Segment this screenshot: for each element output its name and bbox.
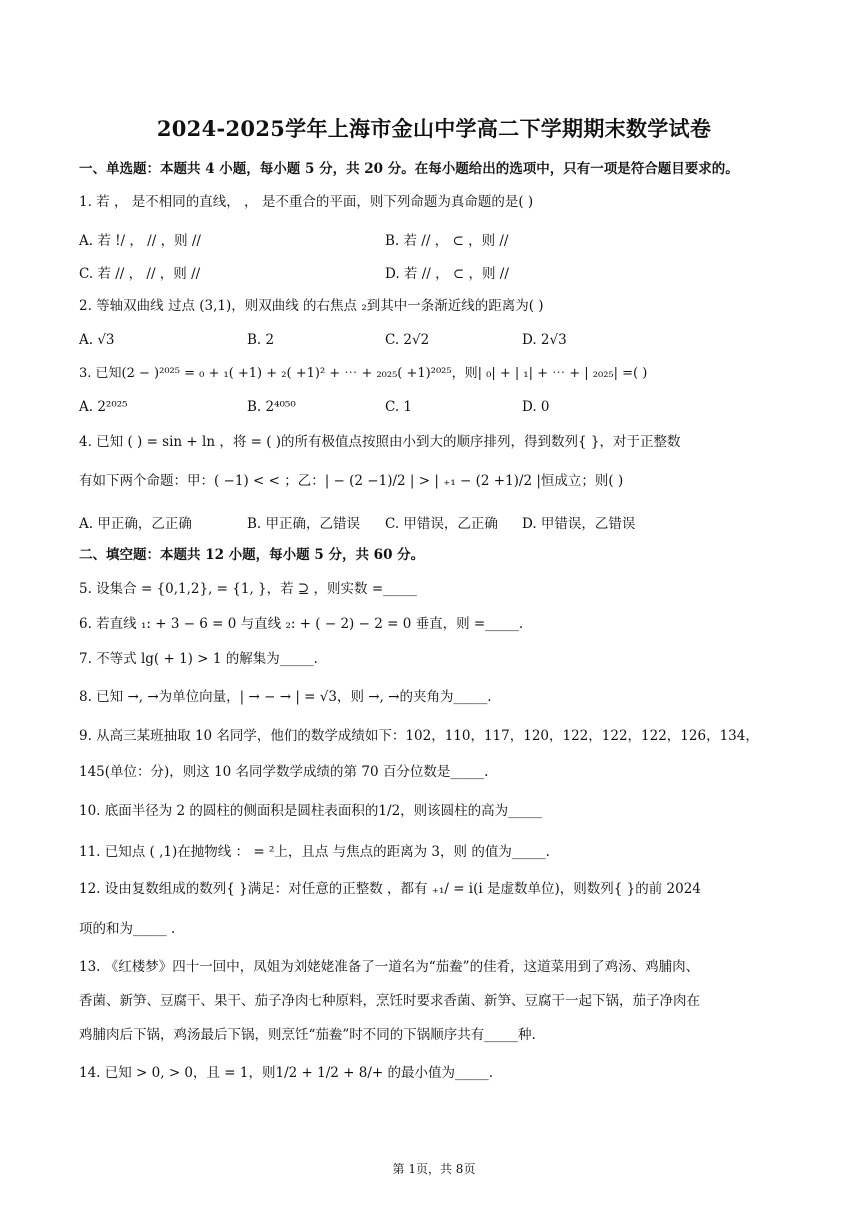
- question-14: 14. 已知 > 0, > 0，且 = 1，则1/2 + 1/2 + 8/+ 的最小值为_____.: [79, 1065, 494, 1081]
- question-13-line-2: 香菌、新笋、豆腐干、果干、茄子净肉七种原料，烹饪时要求香菌、新笋、豆腐干一起下锅，茄子净肉在: [79, 993, 700, 1009]
- question-4-option-a: A. 甲正确，乙正确: [79, 516, 192, 532]
- question-13-line-3: 鸡脯肉后下锅，鸡汤最后下锅，则烹饪“茄鲞”时不同的下锅顺序共有_____种.: [79, 1027, 536, 1043]
- question-4-option-d: D. 甲错误，乙错误: [522, 516, 636, 532]
- question-9-line-1: 9. 从高三某班抽取 10 名同学，他们的数学成绩如下：102，110，117，120，122，122，122，126，134，: [79, 728, 759, 744]
- section-heading-fill-in: 二、填空题：本题共 12 小题，每小题 5 分，共 60 分。: [79, 547, 425, 563]
- question-3-option-d: D. 0: [522, 399, 550, 415]
- question-1-stem: 1. 若 ， 是不相同的直线， ， 是不重合的平面，则下列命题为真命题的是( ): [79, 194, 534, 210]
- section-heading-single-choice: 一、单选题：本题共 4 小题，每小题 5 分，共 20 分。在每小题给出的选项中，只有一项是符合题目要求的。: [79, 161, 739, 177]
- question-4-option-c: C. 甲错误，乙正确: [385, 516, 498, 532]
- question-1-option-a: A. 若 !/ ， // ，则 //: [79, 233, 201, 249]
- question-12-line-2: 项的和为_____ .: [79, 921, 176, 937]
- question-4-option-b: B. 甲正确，乙错误: [247, 516, 361, 532]
- question-6: 6. 若直线 ₁: + 3 − 6 = 0 与直线 ₂: + ( − 2) − 2 = 0 垂直，则 =_____.: [79, 616, 524, 632]
- question-1-option-b: B. 若 // ， ⊂ ，则 //: [385, 233, 509, 249]
- question-12-line-1: 12. 设由复数组成的数列{ }满足：对任意的正整数 ，都有 ₊₁/ = i(i 是虚数单位)，则数列{ }的前 2024: [79, 881, 701, 897]
- question-2-option-d: D. 2√3: [522, 332, 567, 348]
- question-10: 10. 底面半径为 2 的圆柱的侧面积是圆柱表面积的1/2，则该圆柱的高为_____: [79, 803, 542, 819]
- question-3-stem: 3. 已知(2 − )²⁰²⁵ = ₀ + ₁( +1) + ₂( +1)² + ⋯ + ₂₀₂₅( +1)²⁰²⁵，则| ₀| + | ₁| + ⋯ + | ₂₀₂₅| =( ): [79, 366, 648, 381]
- question-2-option-b: B. 2: [247, 332, 275, 348]
- page-footer: 第 1页，共 8页: [392, 1162, 476, 1176]
- question-2-stem: 2. 等轴双曲线 过点 (3,1)，则双曲线 的右焦点 ₂到其中一条渐近线的距离为( ): [79, 298, 544, 314]
- question-2-option-a: A. √3: [79, 332, 115, 348]
- question-11: 11. 已知点 ( ,1)在抛物线 ： = ²上，且点 与焦点的距离为 3，则 的值为_____.: [79, 844, 550, 860]
- question-4-stem-line-2: 有如下两个命题：甲：( −1) < < ；乙：| − (2 −1)/2 | > | ₊₁ − (2 +1)/2 |恒成立；则( ): [79, 473, 624, 489]
- question-7: 7. 不等式 lg( + 1) > 1 的解集为_____.: [79, 651, 318, 667]
- question-9-line-2: 145(单位：分)，则这 10 名同学数学成绩的第 70 百分位数是_____.: [79, 764, 489, 780]
- question-1-option-c: C. 若 // ， // ，则 //: [79, 266, 201, 282]
- question-2-option-c: C. 2√2: [385, 332, 430, 348]
- question-1-option-d: D. 若 // ， ⊂ ，则 //: [385, 266, 509, 282]
- question-3-option-b: B. 2⁴⁰⁵⁰: [247, 399, 296, 415]
- question-5: 5. 设集合 = {0,1,2}, = {1, }，若 ⊇ ，则实数 =_____: [79, 581, 417, 597]
- question-13-line-1: 13. 《红楼梦》四十一回中，凤姐为刘姥姥准备了一道名为“茄鲞”的佳肴，这道菜用到了鸡汤、鸡脯肉、: [79, 959, 700, 975]
- question-3-option-a: A. 2²⁰²⁵: [79, 399, 128, 415]
- question-3-option-c: C. 1: [385, 399, 413, 415]
- question-8: 8. 已知 →, →为单位向量，| → − → | = √3，则 →, →的夹角为_____.: [79, 689, 492, 705]
- page-title: 2024-2025学年上海市金山中学高二下学期期末数学试卷: [156, 116, 712, 141]
- question-4-stem-line-1: 4. 已知 ( ) = sin + ln ，将 = ( )的所有极值点按照由小到大的顺序排列，得到数列{ }，对于正整数: [79, 434, 681, 450]
